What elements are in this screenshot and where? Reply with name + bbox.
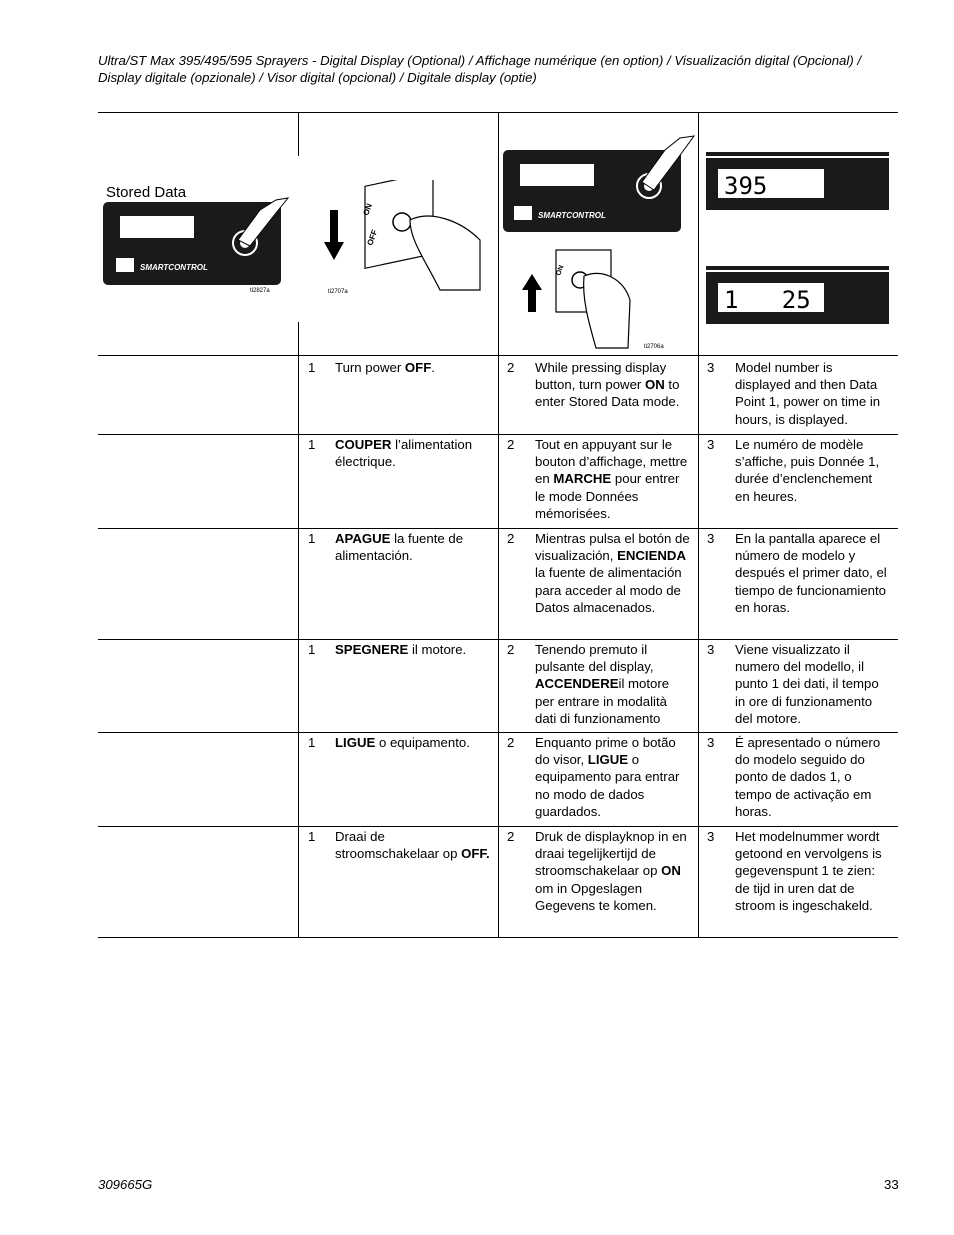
step-text-bold: ON	[661, 863, 681, 879]
page-number: 33	[884, 1177, 899, 1192]
step-number: 2	[507, 360, 515, 375]
step-text-bold: SPEGNERE	[335, 642, 409, 657]
press-and-power-on-illustration	[500, 130, 695, 355]
step-number: 1	[308, 735, 316, 750]
step-number: 1	[308, 531, 316, 546]
doc-number: 309665G	[98, 1177, 153, 1192]
step-text-run: to enter Stored Data mode.	[535, 377, 680, 410]
switch-off-label: OFF	[365, 228, 380, 247]
step-number: 2	[507, 829, 515, 844]
lcd-window	[120, 216, 194, 238]
step-number: 3	[707, 829, 715, 844]
step-text	[735, 734, 890, 820]
column-divider-1a	[298, 112, 299, 156]
step-text-run: o equipamento.	[375, 735, 470, 750]
power-switch-icon	[393, 213, 411, 231]
down-arrow-icon	[324, 210, 344, 260]
row-rule-5	[98, 826, 898, 827]
row-rule-1	[98, 434, 898, 435]
step-text	[735, 828, 890, 914]
step-text	[735, 359, 890, 428]
page-header	[98, 52, 908, 86]
step-text-bold: LIGUE	[587, 752, 629, 768]
step-number: 1	[308, 642, 316, 657]
step-number: 1	[308, 829, 316, 844]
step-text-run: .	[431, 360, 435, 375]
step-text-run: Tenendo premuto il pulsante del display,	[535, 642, 654, 675]
power-off-illustration	[310, 180, 490, 300]
step-text	[335, 359, 490, 376]
step-text-run: En la pantalla aparece el número de modelo y después el primer dato, el tiempo de funcionamiento en horas.	[735, 531, 887, 615]
step-text-run: Le numéro de modèle s’affiche, puis Donnée 1, durée d’enclenchement en heures.	[735, 437, 880, 504]
step-text-run: Turn power	[335, 360, 405, 375]
graco-logo-icon	[116, 258, 134, 272]
figure-id: ti2827a	[250, 288, 270, 294]
step-text-run: om in Opgeslagen Gegevens te komen.	[535, 880, 657, 913]
lcd-window	[520, 164, 594, 186]
step-text	[535, 436, 690, 522]
step-text	[735, 436, 890, 505]
step-text-bold: OFF.	[461, 846, 490, 862]
lcd-data-point: 1 25	[724, 286, 811, 314]
step-text-run: Tout en appuyant sur le bouton d’affichage, mettre en	[535, 437, 688, 487]
step-number: 2	[507, 642, 515, 657]
step-text	[335, 436, 490, 470]
step-text	[335, 734, 490, 751]
step-text-run: Viene visualizzato il numero del modello, il punto 1 dei dati, il tempo in ore di funzionamento del motore.	[735, 642, 879, 726]
column-divider-1b	[298, 322, 299, 937]
step-number: 2	[507, 531, 515, 546]
step-text-run: il motore per entrare in modalità dati di funzionamento	[535, 676, 670, 726]
step-text-run: la fuente de alimentación.	[335, 531, 464, 564]
step-text-run: pour entrer le mode Données mémorisées.	[535, 471, 680, 521]
step-text	[735, 530, 890, 616]
step-text-bold: OFF	[404, 360, 432, 375]
panel-brand: SMARTCONTROL	[140, 263, 208, 272]
step-number: 3	[707, 437, 715, 452]
step-text-bold: COUPER	[335, 437, 392, 452]
step-text-run: É apresentado o número do modelo seguido do ponto de dados 1, o tempo de activação em horas.	[735, 735, 881, 819]
step-text	[535, 530, 690, 616]
figure-id: ti2707a	[328, 289, 348, 295]
step-text	[535, 641, 690, 727]
figure-id: ti2706a	[644, 344, 664, 350]
step-text-run: Draai de stroomschakelaar op	[335, 829, 462, 862]
step-number: 3	[707, 642, 715, 657]
step-number: 1	[308, 437, 316, 452]
step-number: 2	[507, 437, 515, 452]
step-text-run: Enquanto prime o botão do visor,	[535, 735, 676, 768]
step-text-run: Mientras pulsa el botón de visualización,	[535, 531, 690, 564]
step-text-run: o equipamento para entrar no modo de dados guardados.	[535, 752, 680, 819]
step-text-bold: APAGUE	[335, 531, 391, 546]
row-rule-0	[98, 355, 898, 356]
step-text-bold: MARCHE	[553, 471, 612, 487]
step-text	[735, 641, 890, 727]
step-text	[335, 530, 490, 564]
row-rule-2	[98, 528, 898, 529]
column-divider-2	[498, 112, 499, 937]
panel-brand: SMARTCONTROL	[538, 211, 606, 220]
step-number: 3	[707, 531, 715, 546]
step-text	[335, 641, 490, 658]
step-text-run: Druk de displayknop in en draai tegelijkertijd de stroomschakelaar op	[535, 829, 687, 879]
step-text-run: Model number is displayed and then Data Point 1, power on time in hours, is displayed.	[735, 360, 881, 427]
step-text-bold: LIGUE	[335, 735, 376, 750]
header-line-2: Display digitale (opzionale) / Visor digital (opcional) / Digitale display (optie)	[98, 70, 537, 85]
step-text-bold: ACCENDERE	[535, 676, 619, 692]
graco-logo-icon	[514, 206, 532, 220]
header-line-1: Ultra/ST Max 395/495/595 Sprayers - Digital Display (Optional) / Affichage numérique (en option) / Visualización digital (Opcional) /	[98, 53, 862, 68]
step-text-bold: ENCIENDA	[617, 548, 686, 564]
column-divider-3	[698, 112, 699, 937]
step-text	[535, 359, 690, 411]
hand-icon	[410, 216, 480, 290]
row-rule-3	[98, 639, 898, 640]
step-text	[535, 734, 690, 820]
step-text	[535, 828, 690, 914]
step-text-run: la fuente de alimentación para acceder al modo de Datos almacenados.	[535, 565, 682, 615]
up-arrow-icon	[522, 274, 542, 312]
step-text-run: Het modelnummer wordt getoond en vervolgens is gegevenspunt 1 te zien: de tijd in uren dat de stroom is ingeschakeld.	[735, 829, 882, 913]
step-number: 3	[707, 735, 715, 750]
step-number: 1	[308, 360, 316, 375]
step-number: 2	[507, 735, 515, 750]
table-bottom-rule	[98, 937, 898, 938]
stored-data-panel-illustration	[100, 180, 295, 298]
switch-on-label: ON	[555, 264, 566, 277]
switch-on-label: ON	[361, 202, 374, 217]
step-text-run: il motore.	[408, 642, 467, 657]
step-text-bold: ON	[644, 377, 665, 393]
hand-icon	[584, 273, 630, 348]
step-text-run: l’alimentation électrique.	[335, 437, 473, 470]
panel-title: Stored Data	[106, 184, 187, 201]
step-number: 3	[707, 360, 715, 375]
row-rule-4	[98, 732, 898, 733]
step-text-run: While pressing display button, turn power	[535, 360, 667, 393]
lcd-model-number: 395	[724, 172, 768, 200]
step-text	[335, 828, 490, 862]
display-readouts-illustration	[704, 150, 892, 328]
